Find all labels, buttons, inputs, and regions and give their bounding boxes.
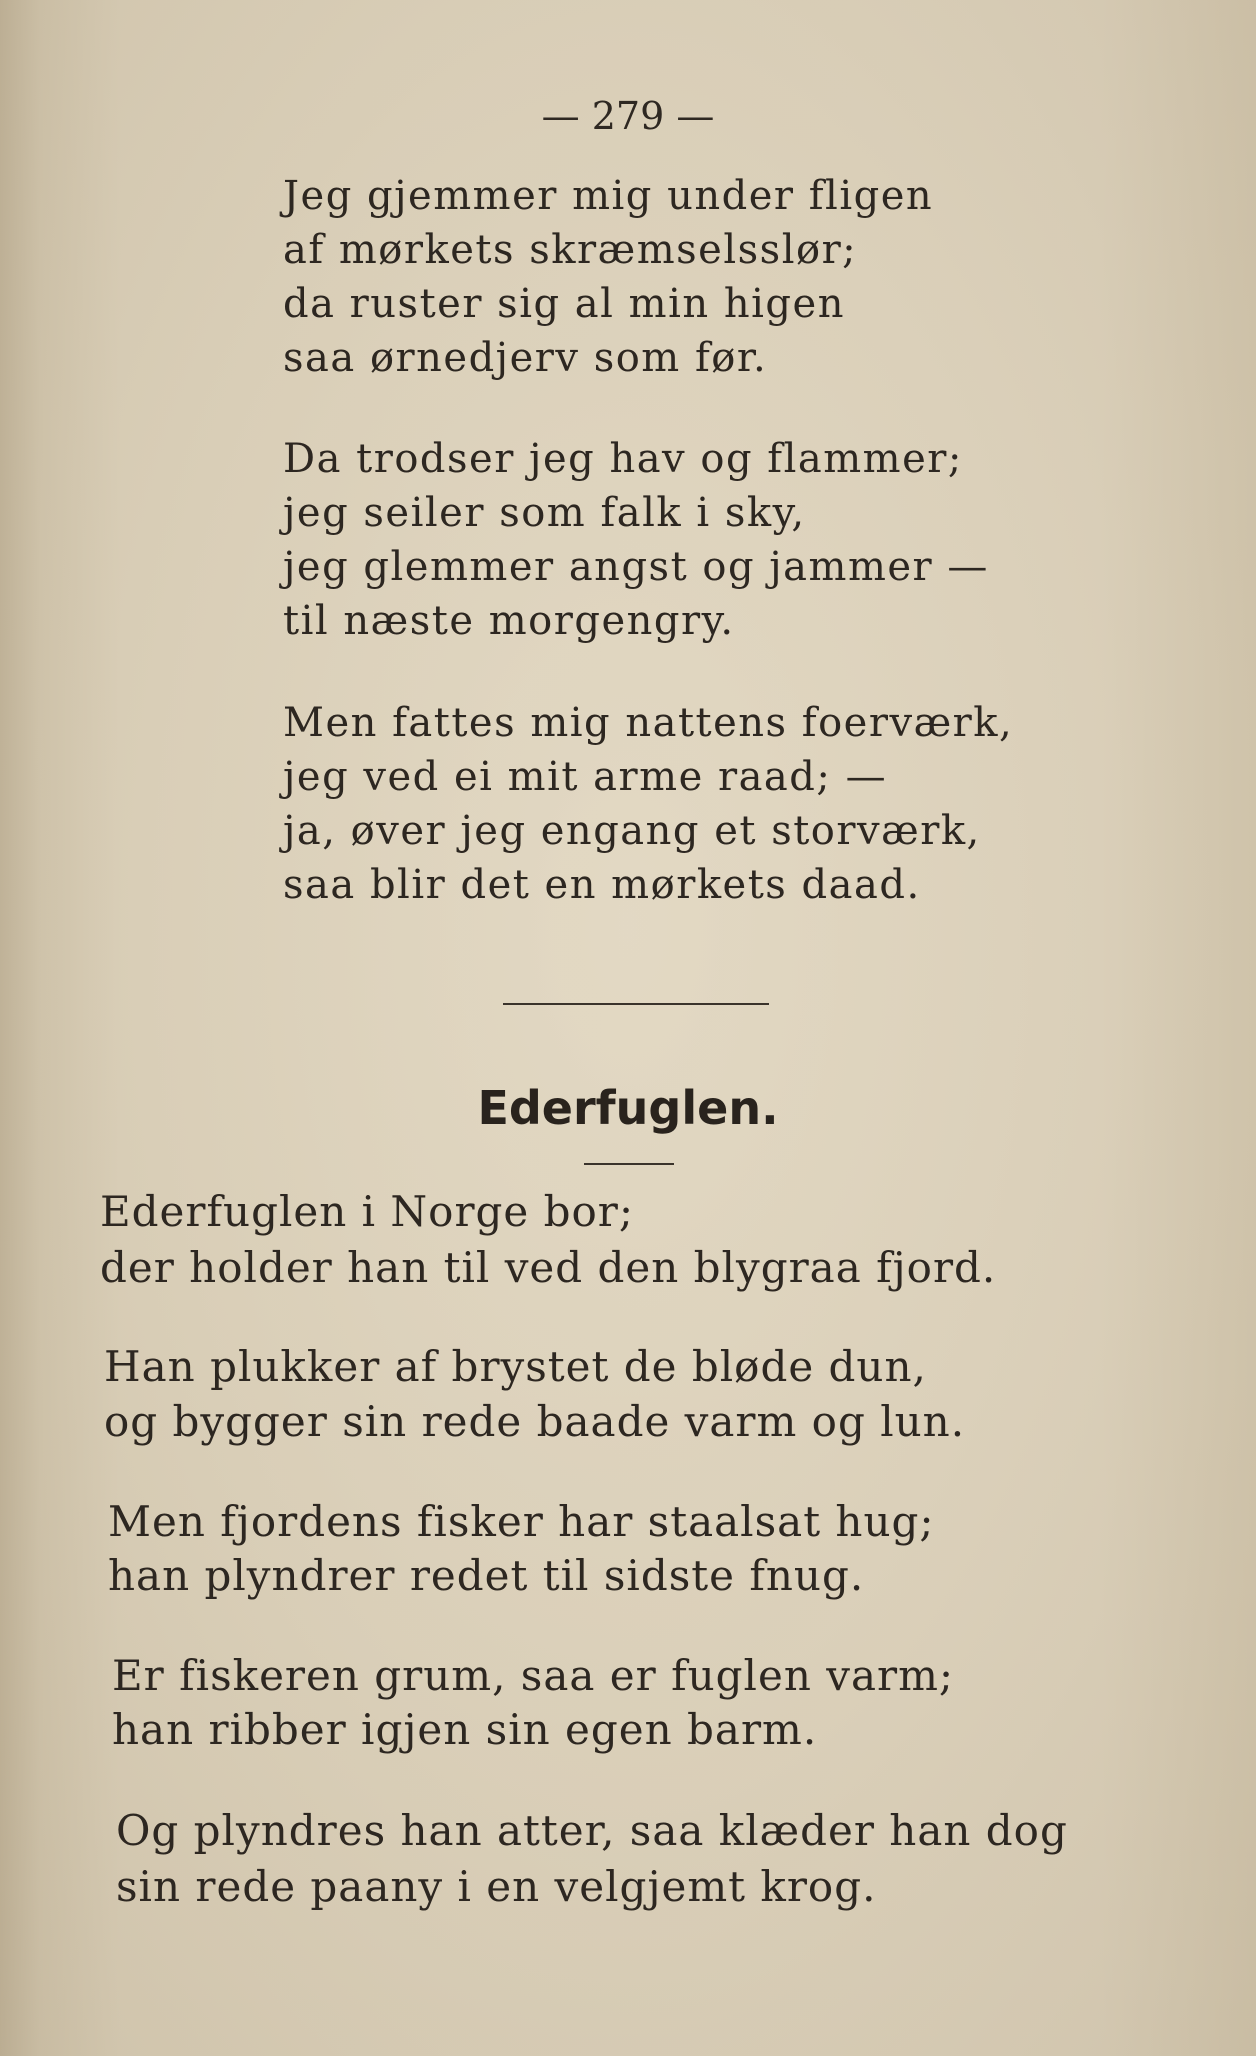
poem-line: Men fjordens fisker har staalsat hug; <box>108 1497 935 1546</box>
section-divider <box>503 1003 769 1005</box>
poem-line: Han plukker af brystet de bløde dun, <box>104 1342 927 1391</box>
poem-line: af mørkets skræmselsslør; <box>283 227 858 273</box>
poem-line: der holder han til ved den blygraa fjord. <box>100 1243 997 1292</box>
title-rule <box>584 1163 674 1165</box>
poem-line: jeg glemmer angst og jammer — <box>283 544 989 590</box>
poem-line: jeg seiler som falk i sky, <box>283 490 806 536</box>
poem-line: Og plyndres han atter, saa klæder han dog <box>116 1806 1068 1855</box>
poem-title: Ederfuglen. <box>477 1081 779 1135</box>
poem-line: saa ørnedjerv som før. <box>283 335 768 381</box>
poem-line: han plyndrer redet til sidste fnug. <box>108 1551 865 1600</box>
poem-line: sin rede paany i en velgjemt krog. <box>116 1862 877 1911</box>
poem-line: han ribber igjen sin egen barm. <box>112 1705 818 1754</box>
page-number: — 279 — <box>541 94 715 138</box>
poem-line: da ruster sig al min higen <box>283 281 845 327</box>
poem-line: saa blir det en mørkets daad. <box>283 862 921 908</box>
poem-line: Da trodser jeg hav og flammer; <box>283 436 963 482</box>
poem-line: Men fattes mig nattens foerværk, <box>283 700 1014 746</box>
poem-line: Ederfuglen i Norge bor; <box>100 1187 635 1236</box>
poem-line: ja, øver jeg engang et storværk, <box>283 808 981 854</box>
poem-line: Jeg gjemmer mig under fligen <box>283 173 934 219</box>
poem-line: jeg ved ei mit arme raad; — <box>283 754 888 800</box>
poem-line: til næste morgengry. <box>283 598 735 644</box>
poem-line: Er fiskeren grum, saa er fuglen varm; <box>112 1651 955 1700</box>
poem-line: og bygger sin rede baade varm og lun. <box>104 1397 966 1446</box>
